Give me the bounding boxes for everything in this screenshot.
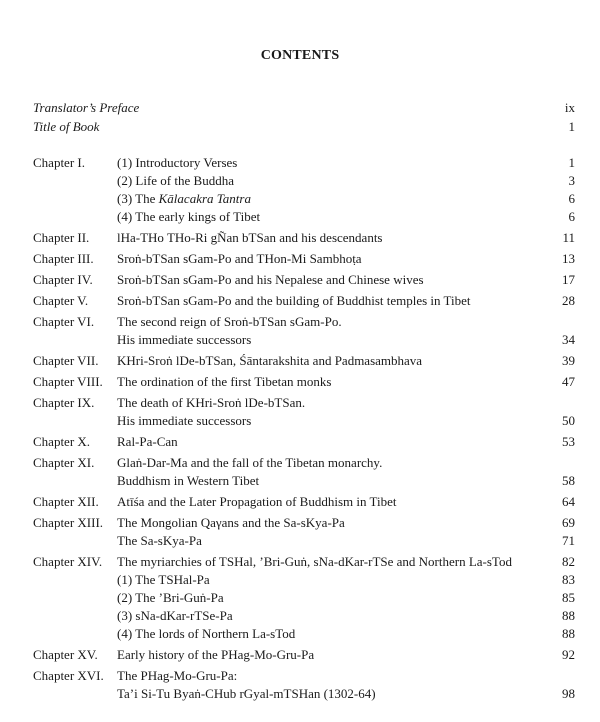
page-number: 53 <box>562 434 575 449</box>
entry-title: Translator’s Preface <box>33 100 140 115</box>
title-segment: (1) Introductory Verses <box>117 155 238 170</box>
title-segment: KHri-Sroṅ lDe-bTSan, Śāntarakshita and Padmasambhava <box>117 353 423 368</box>
title-segment: (1) The TSHal-Pa <box>117 572 210 587</box>
chapter-title <box>117 394 305 412</box>
chapter-title <box>117 532 202 550</box>
chapter-title <box>117 625 295 643</box>
title-segment: (2) The ’Bri-Guṅ-Pa <box>117 590 224 605</box>
page-number: 6 <box>568 209 575 224</box>
chapter-title <box>117 514 345 532</box>
chapter-label: Chapter III. <box>33 251 94 266</box>
title-segment: His immediate successors <box>117 332 252 347</box>
entry-title: Title of Book <box>33 119 100 134</box>
chapter-label: Chapter IV. <box>33 272 93 287</box>
page-number: 1 <box>568 155 575 170</box>
chapter-entry <box>0 571 600 589</box>
page-number: 58 <box>562 473 575 488</box>
chapter-label: Chapter VII. <box>33 353 99 368</box>
chapter-label: Chapter VIII. <box>33 374 103 389</box>
chapter-entry <box>0 472 600 490</box>
chapter-entry <box>0 271 600 289</box>
page-number: 34 <box>562 332 575 347</box>
title-segment: The death of KHri-Sroṅ lDe-bTSan. <box>117 395 306 410</box>
chapter-entry <box>0 331 600 349</box>
chapter-label: Chapter VI. <box>33 314 95 329</box>
title-segment: (3) sNa-dKar-rTSe-Pa <box>117 608 233 623</box>
title-segment: Sroṅ-bTSan sGam-Po and his Nepalese and Chinese wives <box>117 272 424 287</box>
title-segment: Glaṅ-Dar-Ma and the fall of the Tibetan monarchy. <box>117 455 383 470</box>
chapter-title <box>117 607 233 625</box>
chapter-entry <box>0 454 600 472</box>
page-number: 3 <box>568 173 575 188</box>
chapter-entry <box>0 412 600 430</box>
chapter-title <box>117 685 376 703</box>
page-number: 11 <box>562 230 575 245</box>
title-segment: Kālacakra Tantra <box>158 191 251 206</box>
chapter-label: Chapter I. <box>33 155 85 170</box>
title-segment: Ral-Pa-Can <box>117 434 178 449</box>
chapter-title <box>117 154 237 172</box>
page-number: 83 <box>562 572 575 587</box>
chapter-entry <box>0 154 600 172</box>
chapter-entry <box>0 607 600 625</box>
chapter-title <box>117 190 251 208</box>
chapter-title <box>117 472 259 490</box>
chapter-title <box>117 589 224 607</box>
chapter-entry <box>0 208 600 226</box>
chapter-entry <box>0 172 600 190</box>
chapter-title <box>117 646 314 664</box>
title-segment: The PHag-Mo-Gru-Pa: <box>117 668 238 683</box>
chapter-entry <box>0 553 600 571</box>
chapter-label: Chapter II. <box>33 230 90 245</box>
chapter-entry <box>0 313 600 331</box>
page-number: 82 <box>562 554 575 569</box>
title-segment: Buddhism in Western Tibet <box>117 473 260 488</box>
chapter-title <box>117 208 260 226</box>
chapter-title <box>117 352 422 370</box>
chapter-label: Chapter XII. <box>33 494 99 509</box>
chapter-entry <box>0 685 600 703</box>
title-segment: (4) The early kings of Tibet <box>117 209 261 224</box>
page-number: 85 <box>562 590 575 605</box>
chapter-title <box>117 373 331 391</box>
chapter-label: Chapter IX. <box>33 395 95 410</box>
chapter-entry <box>0 493 600 511</box>
chapter-label: Chapter X. <box>33 434 91 449</box>
chapter-title <box>117 571 210 589</box>
chapter-entry <box>0 514 600 532</box>
chapter-label: Chapter XIII. <box>33 515 104 530</box>
title-segment: (3) The <box>117 191 159 206</box>
page-number: 1 <box>568 119 575 134</box>
page-number: 64 <box>562 494 575 509</box>
chapter-label: Chapter XVI. <box>33 668 104 683</box>
title-segment: The Mongolian Qaγans and the Sa-sKya-Pa <box>117 515 345 530</box>
page-number: 39 <box>562 353 575 368</box>
chapter-label: Chapter V. <box>33 293 89 308</box>
title-segment: (4) The lords of Northern La-sTod <box>117 626 296 641</box>
title-segment: (2) Life of the Buddha <box>117 173 234 188</box>
chapter-entry <box>0 589 600 607</box>
title-segment: The ordination of the first Tibetan monks <box>117 374 332 389</box>
chapter-title <box>117 412 251 430</box>
page-number: 6 <box>568 191 575 206</box>
chapter-title <box>117 292 471 310</box>
chapter-title <box>117 172 234 190</box>
chapter-title <box>117 433 178 451</box>
page-number: 88 <box>562 626 575 641</box>
title-segment: Early history of the PHag-Mo-Gru-Pa <box>117 647 315 662</box>
page-number: 47 <box>562 374 575 389</box>
chapter-entry <box>0 352 600 370</box>
chapter-label: Chapter XI. <box>33 455 95 470</box>
page-number: ix <box>564 100 575 115</box>
title-segment: Sroṅ-bTSan sGam-Po and THon-Mi Sambhoṭa <box>117 251 362 266</box>
chapter-label: Chapter XIV. <box>33 554 103 569</box>
front-matter-entry <box>0 99 600 117</box>
title-segment: Ta’i Si-Tu Byaṅ-CHub rGyal-mTSHan (1302-64) <box>117 686 376 701</box>
title-segment: lHa-THo THo-Ri gÑan bTSan and his descendants <box>117 230 383 245</box>
front-matter-entry <box>0 118 600 136</box>
chapter-entry <box>0 646 600 664</box>
title-segment: The Sa-sKya-Pa <box>117 533 202 548</box>
chapter-title <box>117 667 237 685</box>
title-segment: The myriarchies of TSHal, ’Bri-Guṅ, sNa-dKar-rTSe and Northern La-sTod <box>117 554 512 569</box>
chapter-title <box>117 250 362 268</box>
chapter-title <box>117 331 251 349</box>
page-number: 88 <box>562 608 575 623</box>
page-number: 13 <box>562 251 575 266</box>
chapter-entry <box>0 625 600 643</box>
chapter-entry <box>0 394 600 412</box>
chapter-entry <box>0 433 600 451</box>
page-number: 98 <box>562 686 575 701</box>
title-segment: His immediate successors <box>117 413 252 428</box>
chapter-entry <box>0 292 600 310</box>
chapter-title <box>117 553 512 571</box>
chapter-entry <box>0 532 600 550</box>
page-number: 17 <box>562 272 575 287</box>
page-title: CONTENTS <box>260 48 340 63</box>
chapter-title <box>117 313 342 331</box>
page-number: 92 <box>562 647 575 662</box>
chapter-entry <box>0 667 600 685</box>
chapter-title <box>117 454 382 472</box>
chapter-entry <box>0 373 600 391</box>
title-segment: Atīśa and the Later Propagation of Buddhism in Tibet <box>117 494 397 509</box>
title-segment: Sroṅ-bTSan sGam-Po and the building of Buddhist temples in Tibet <box>117 293 471 308</box>
chapter-title <box>117 271 424 289</box>
chapter-entry <box>0 190 600 208</box>
chapter-label: Chapter XV. <box>33 647 98 662</box>
chapter-entry <box>0 229 600 247</box>
chapter-title <box>117 493 396 511</box>
page-number: 71 <box>562 533 575 548</box>
page-number: 50 <box>562 413 575 428</box>
page-number: 69 <box>562 515 575 530</box>
chapter-title <box>117 229 382 247</box>
title-segment: The second reign of Sroṅ-bTSan sGam-Po. <box>117 314 342 329</box>
chapter-entry <box>0 250 600 268</box>
page-number: 28 <box>562 293 575 308</box>
